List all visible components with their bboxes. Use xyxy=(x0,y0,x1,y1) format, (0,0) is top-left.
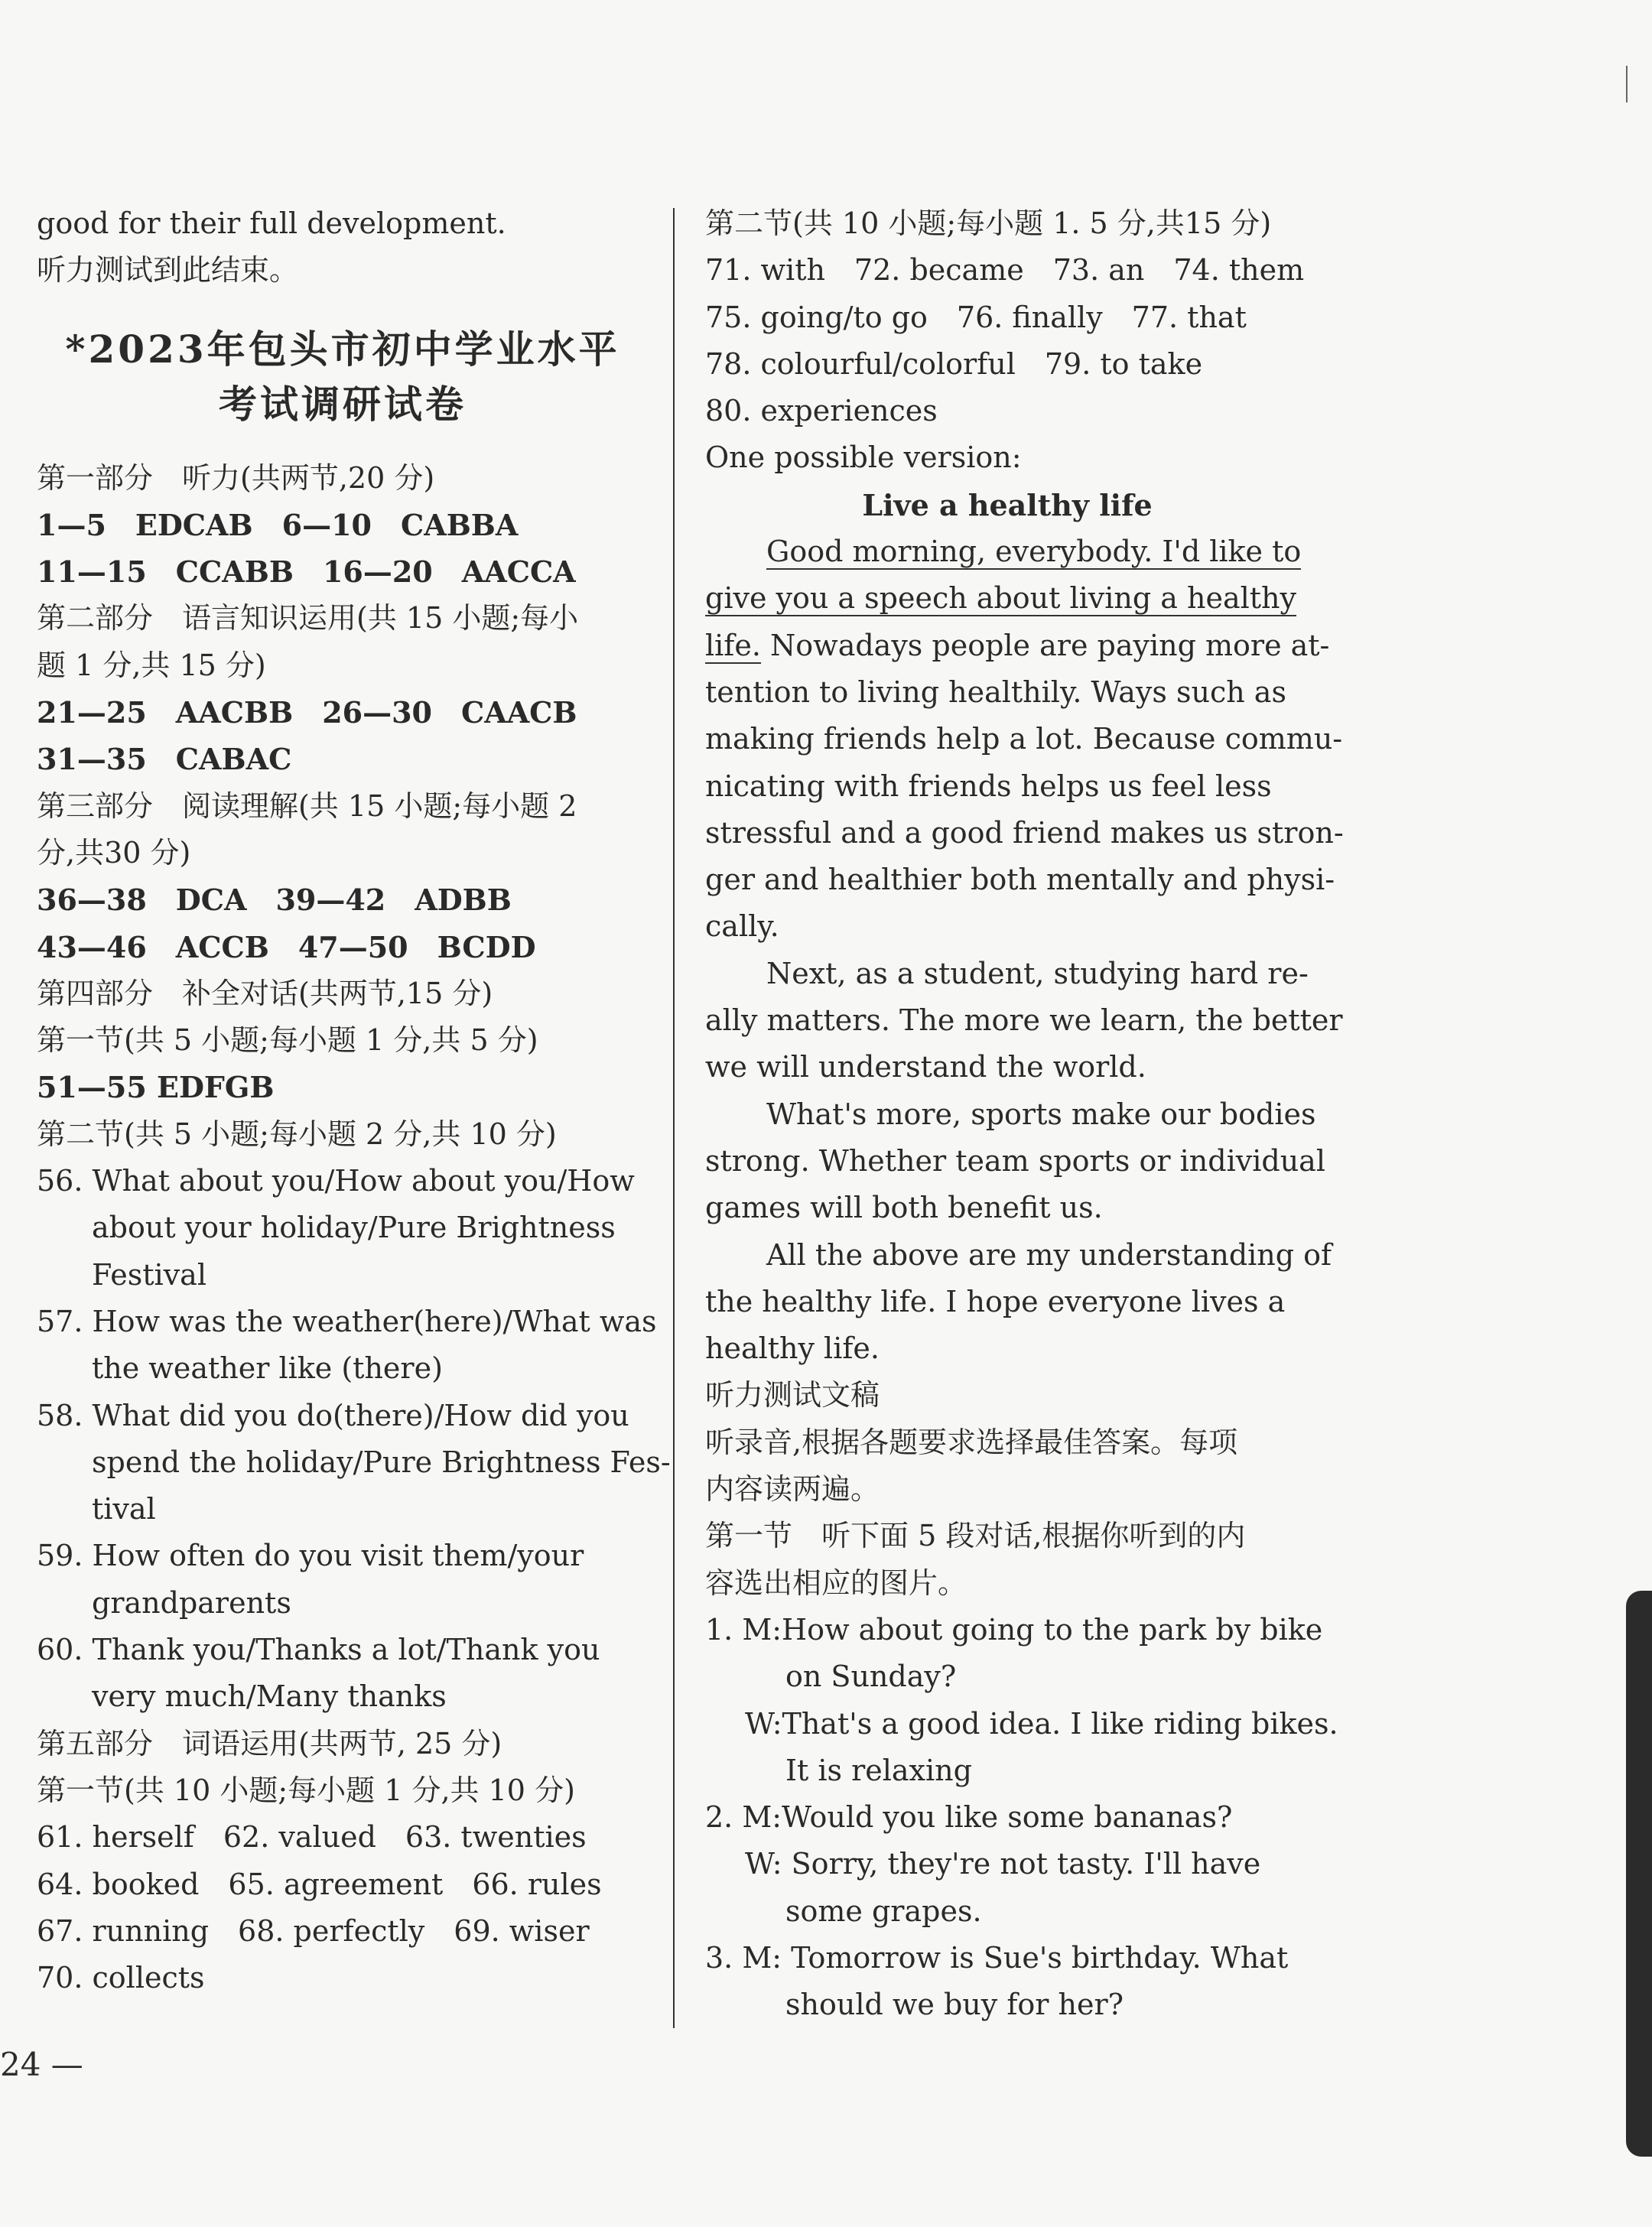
dialogue-line: 1. M:How about going to the park by bike xyxy=(705,1612,1323,1647)
section-heading: 第二节(共 5 小题;每小题 2 分,共 10 分) xyxy=(37,1117,557,1151)
essay-line: tention to living healthily. Ways such as xyxy=(705,675,1286,709)
section-heading: 题 1 分,共 15 分) xyxy=(37,648,266,682)
answer-line: 71. with 72. became 73. an 74. them xyxy=(705,253,1305,288)
answer-line: tival xyxy=(92,1492,156,1526)
page-number: 24 — xyxy=(0,2046,83,2083)
underlined-text: give you a speech about living a healthy xyxy=(705,581,1296,616)
exam-title-line: *2023年包头市初中学业水平 xyxy=(65,326,620,372)
essay-text: Nowadays people are paying more at- xyxy=(770,628,1330,662)
essay-title: Live a healthy life xyxy=(862,487,1153,522)
answer-line: 61. herself 62. valued 63. twenties xyxy=(37,1820,587,1855)
answer-line: spend the holiday/Pure Brightness Fes- xyxy=(92,1445,671,1479)
answer-line: 80. experiences xyxy=(705,394,938,428)
answer-line: 21—25 AACBB 26—30 CAACB xyxy=(37,695,577,730)
section-heading: 第三部分 阅读理解(共 15 小题;每小题 2 xyxy=(37,788,577,823)
section-heading: 第四部分 补全对话(共两节,15 分) xyxy=(37,976,493,1010)
answer-line: grandparents xyxy=(92,1585,291,1620)
essay-line: All the above are my understanding of xyxy=(766,1237,1332,1272)
answer-line: about your holiday/Pure Brightness xyxy=(92,1211,616,1245)
answer-line: 70. collects xyxy=(37,1961,205,1995)
answer-line: 56. What about you/How about you/How xyxy=(37,1164,635,1198)
dialogue-line: W: Sorry, they're not tasty. I'll have xyxy=(745,1847,1261,1881)
answer-line: the weather like (there) xyxy=(92,1351,443,1386)
essay-line: Next, as a student, studying hard re- xyxy=(766,956,1309,990)
dialogue-line: 3. M: Tomorrow is Sue's birthday. What xyxy=(705,1940,1289,1975)
dialogue-line: on Sunday? xyxy=(785,1660,957,1694)
essay-line: What's more, sports make our bodies xyxy=(766,1097,1316,1131)
answer-line: Festival xyxy=(92,1257,206,1292)
section-heading: 第一部分 听力(共两节,20 分) xyxy=(37,460,435,495)
essay-line: ger and healthier both mentally and physi- xyxy=(705,863,1335,897)
dialogue-line: should we buy for her? xyxy=(785,1988,1124,2022)
intro-line: 听力测试到此结束。 xyxy=(37,253,299,288)
column-divider xyxy=(673,208,675,2028)
answer-line: One possible version: xyxy=(705,441,1022,475)
answer-line: 31—35 CABAC xyxy=(37,742,292,777)
section-heading: 第一节(共 10 小题;每小题 1 分,共 10 分) xyxy=(37,1773,575,1807)
answer-line: 11—15 CCABB 16—20 AACCA xyxy=(37,554,576,590)
dialogue-line: 2. M:Would you like some bananas? xyxy=(705,1800,1233,1835)
answer-line: 58. What did you do(there)/How did you xyxy=(37,1398,629,1432)
section-heading: 第二部分 语言知识运用(共 15 小题;每小 xyxy=(37,601,579,636)
essay-line xyxy=(705,623,1330,669)
essay-line: ally matters. The more we learn, the better xyxy=(705,1003,1343,1038)
essay-line: healthy life. xyxy=(705,1331,880,1366)
answer-line: very much/Many thanks xyxy=(92,1679,447,1714)
dialogue-line: W:That's a good idea. I like riding bikes. xyxy=(745,1706,1338,1741)
answer-line: 43—46 ACCB 47—50 BCDD xyxy=(37,929,536,964)
answer-line: 60. Thank you/Thanks a lot/Thank you xyxy=(37,1633,600,1667)
essay-line: nicating with friends helps us feel less xyxy=(705,769,1272,803)
essay-line: making friends help a lot. Because commu- xyxy=(705,722,1343,756)
answer-line: 36—38 DCA 39—42 ADBB xyxy=(37,883,512,918)
dialogue-line: It is relaxing xyxy=(785,1753,972,1787)
answer-line: 57. How was the weather(here)/What was xyxy=(37,1304,657,1338)
script-line: 听录音,根据各题要求选择最佳答案。每项 xyxy=(705,1425,1238,1459)
essay-line: strong. Whether team sports or individual xyxy=(705,1143,1325,1178)
page-edge-mark xyxy=(1626,66,1628,102)
essay-line: cally. xyxy=(705,909,779,944)
essay-line xyxy=(705,575,1309,622)
answer-line: 59. How often do you visit them/your xyxy=(37,1539,584,1573)
exam-title xyxy=(37,322,649,432)
script-line: 内容读两遍。 xyxy=(705,1472,880,1507)
answer-line: 51—55 EDFGB xyxy=(37,1070,275,1105)
essay-line: the healthy life. I hope everyone lives a xyxy=(705,1284,1286,1318)
essay-line: games will both benefit us. xyxy=(705,1191,1103,1225)
answer-line: 1—5 EDCAB 6—10 CABBA xyxy=(37,507,519,542)
underlined-text: life. xyxy=(705,628,761,662)
script-line: 第一节 听下面 5 段对话,根据你听到的内 xyxy=(705,1519,1246,1553)
answer-line: 67. running 68. perfectly 69. wiser xyxy=(37,1913,590,1948)
scan-edge-shadow xyxy=(1626,1591,1652,2157)
essay-line: we will understand the world. xyxy=(705,1050,1146,1084)
section-heading: 第二节(共 10 小题;每小题 1. 5 分,共15 分) xyxy=(705,206,1272,240)
essay-line xyxy=(705,528,1309,575)
left-column xyxy=(37,200,671,2001)
right-column xyxy=(705,200,1344,2029)
script-line: 容选出相应的图片。 xyxy=(705,1565,967,1600)
exam-title-line: 考试调研试卷 xyxy=(219,381,467,427)
answer-line: 75. going/to go 76. finally 77. that xyxy=(705,300,1247,334)
answer-line: 64. booked 65. agreement 66. rules xyxy=(37,1867,602,1901)
essay-line: stressful and a good friend makes us stron- xyxy=(705,815,1344,850)
script-heading: 听力测试文稿 xyxy=(705,1378,880,1413)
section-heading: 分,共30 分) xyxy=(37,835,191,870)
intro-line: good for their full development. xyxy=(37,206,506,240)
answer-line: 78. colourful/colorful 79. to take xyxy=(705,346,1203,381)
section-heading: 第一节(共 5 小题;每小题 1 分,共 5 分) xyxy=(37,1023,538,1058)
dialogue-line: some grapes. xyxy=(785,1894,982,1928)
underlined-text: Good morning, everybody. I'd like to xyxy=(766,535,1302,569)
section-heading: 第五部分 词语运用(共两节, 25 分) xyxy=(37,1726,502,1760)
